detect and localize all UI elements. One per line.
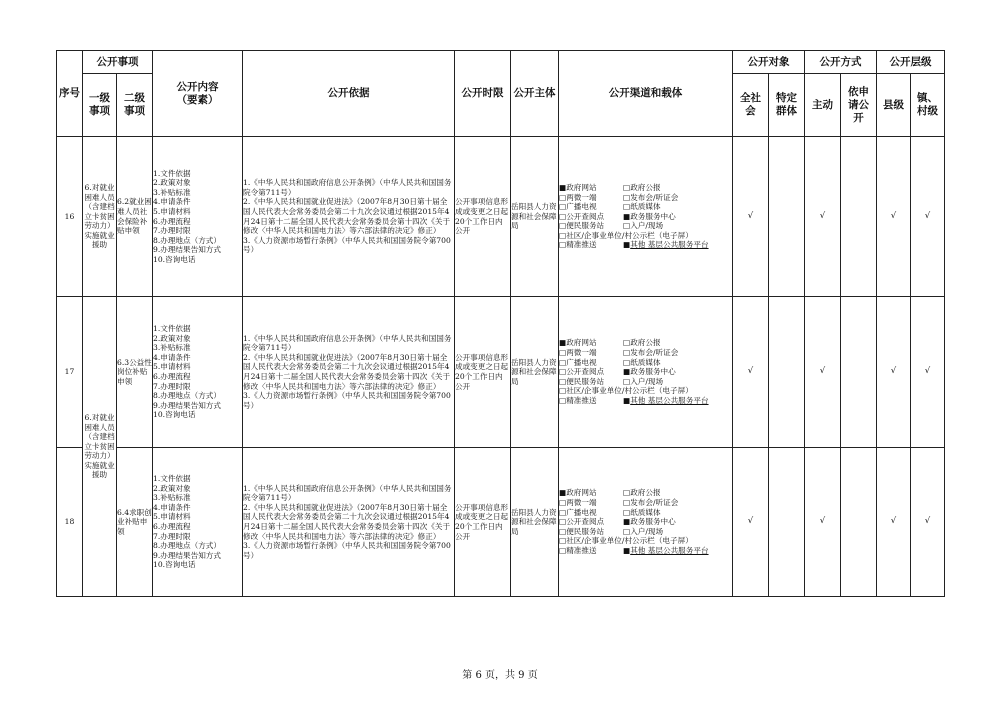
cell-mode-request <box>841 448 877 597</box>
header-items-group: 公开事项 <box>83 51 153 74</box>
unchecked-box-icon: □ <box>623 507 631 517</box>
channel-item <box>559 508 621 518</box>
channel-label: 纸质媒体 <box>630 202 661 212</box>
channel-item <box>559 183 621 193</box>
channel-item <box>559 358 621 368</box>
channel-label: 政府公报 <box>630 488 661 498</box>
channel-item <box>623 508 732 518</box>
channel-item <box>559 221 621 231</box>
channel-label: 精准推送 <box>566 545 597 555</box>
checked-box-icon: ■ <box>559 182 567 192</box>
channel-item <box>559 240 621 250</box>
channel-item <box>623 221 732 231</box>
header-target-group: 公开对象 <box>733 51 805 74</box>
checked-box-icon: ■ <box>623 367 631 377</box>
cell-seq: 17 <box>57 297 83 448</box>
unchecked-box-icon: □ <box>559 367 567 377</box>
channel-item <box>623 498 732 508</box>
channel-label: 纸质媒体 <box>630 507 661 517</box>
channel-item <box>623 202 732 212</box>
header-channels: 公开渠道和载体 <box>559 51 733 137</box>
channel-item <box>559 546 621 556</box>
channel-label: 精准推送 <box>566 395 597 405</box>
channel-item <box>623 193 732 203</box>
channel-item <box>559 536 732 546</box>
cell-content: 1.文件依据 2.政策对象 3.补贴标准 4.申请条件 5.申请材料 6.办理流程 7.办理时限 8.办理地点（方式） 9.办理结果告知方式 10.咨询电话 <box>153 448 243 597</box>
checked-box-icon: ■ <box>623 545 631 555</box>
cell-subject: 岳阳县人力资源和社会保障局 <box>511 137 559 297</box>
page-footer: 第 6 页，共 9 页 <box>462 670 538 681</box>
cell-level1-merged: 6.对就业困难人员（含建档立卡贫困劳动力）实施就业援助 <box>83 297 117 597</box>
channel-item <box>559 193 621 203</box>
channel-item <box>623 527 732 537</box>
header-level2: 二级 事项 <box>117 74 153 137</box>
channel-item <box>559 396 621 406</box>
channel-item <box>559 517 621 527</box>
unchecked-box-icon: □ <box>559 211 567 221</box>
channel-label: 政府网站 <box>566 488 597 498</box>
unchecked-box-icon: □ <box>623 221 631 231</box>
unchecked-box-icon: □ <box>623 488 631 498</box>
channel-item <box>559 367 621 377</box>
cell-content: 1.文件依据 2.政策对象 3.补贴标准 4.申请条件 5.申请材料 6.办理流程 7.办理时限 8.办理地点（方式） 9.办理结果告知方式 10.咨询电话 <box>153 137 243 297</box>
unchecked-box-icon: □ <box>559 545 567 555</box>
cell-mode-active: √ <box>805 137 841 297</box>
header-content: 公开内容 （要素） <box>153 51 243 137</box>
header-mode-request: 依申 请公 开 <box>841 74 877 137</box>
cell-subject: 岳阳县人力资源和社会保障局 <box>511 297 559 448</box>
table-row <box>57 137 945 297</box>
channel-item <box>559 488 621 498</box>
channel-item <box>623 377 732 387</box>
cell-basis: 1.《中华人民共和国政府信息公开条例》（中华人民共和国国务院令第711号） 2.《中华人民共和国就业促进法》（2007年8月30日第十届全国人民代表大会常务委员会第二十九次会议通过根据2015年4月24日第十二届全国人民代表大会常务委员会第十四次《关于修改〈中华人民共和国电力法〉等六部法律的决定》修正） 3.《人力资源市场暂行条例》（中华人民共和国国务院令第700号） <box>243 448 455 597</box>
cell-level1: 6.对就业困难人员（含建档立卡贫困劳动力）实施就业援助 <box>83 137 117 297</box>
cell-channels <box>559 448 733 597</box>
channel-label: 公开查阅点 <box>566 517 605 527</box>
channel-label: 纸质媒体 <box>630 357 661 367</box>
channel-list <box>559 183 732 250</box>
channel-label: 便民服务站 <box>566 376 605 386</box>
unchecked-box-icon: □ <box>559 221 567 231</box>
cell-time-limit: 公开事项信息形成或变更之日起20个工作日内公开 <box>455 448 511 597</box>
channel-item <box>623 546 732 556</box>
channel-label: 政府公报 <box>630 338 661 348</box>
unchecked-box-icon: □ <box>623 192 631 202</box>
cell-target-all: √ <box>733 448 769 597</box>
channel-item <box>559 527 621 537</box>
cell-level2: 6.3公益性岗位补贴申领 <box>117 297 153 448</box>
channel-item <box>559 348 621 358</box>
unchecked-box-icon: □ <box>559 536 567 546</box>
channel-label: 其他 基层公共服务平台 <box>630 395 709 405</box>
header-mode-group: 公开方式 <box>805 51 877 74</box>
channel-item <box>559 377 621 387</box>
unchecked-box-icon: □ <box>559 348 567 358</box>
channel-item <box>559 202 621 212</box>
checked-box-icon: ■ <box>623 240 631 250</box>
cell-time-limit: 公开事项信息形成或变更之日起20个工作日内公开 <box>455 297 511 448</box>
cell-seq: 18 <box>57 448 83 597</box>
unchecked-box-icon: □ <box>559 192 567 202</box>
channel-label: 其他 基层公共服务平台 <box>630 240 709 250</box>
channel-label: 入户/现场 <box>630 526 664 536</box>
cell-subject: 岳阳县人力资源和社会保障局 <box>511 448 559 597</box>
cell-channels <box>559 297 733 448</box>
unchecked-box-icon: □ <box>623 376 631 386</box>
channel-item <box>623 358 732 368</box>
channel-item <box>623 488 732 498</box>
cell-level2: 6.2就业困难人员社会保险补贴申领 <box>117 137 153 297</box>
channel-label: 社区/企事业单位/村公示栏（电子屏） <box>566 230 693 240</box>
unchecked-box-icon: □ <box>559 498 567 508</box>
channel-label: 政府网站 <box>566 338 597 348</box>
table-row <box>57 448 945 597</box>
unchecked-box-icon: □ <box>623 202 631 212</box>
channel-label: 其他 基层公共服务平台 <box>630 545 709 555</box>
channel-label: 两微一端 <box>566 498 597 508</box>
channel-list <box>559 488 732 555</box>
header-level-town: 镇、 村级 <box>911 74 945 137</box>
cell-basis: 1.《中华人民共和国政府信息公开条例》（中华人民共和国国务院令第711号） 2.《中华人民共和国就业促进法》（2007年8月30日第十届全国人民代表大会常务委员会第二十九次会议通过根据2015年4月24日第十二届全国人民代表大会常务委员会第十四次《关于修改〈中华人民共和国电力法〉等六部法律的决定》修正） 3.《人力资源市场暂行条例》（中华人民共和国国务院令第700号） <box>243 297 455 448</box>
channel-item <box>559 498 621 508</box>
unchecked-box-icon: □ <box>559 357 567 367</box>
cell-target-all: √ <box>733 297 769 448</box>
channel-item <box>559 386 732 396</box>
cell-mode-request <box>841 297 877 448</box>
disclosure-table <box>56 50 945 597</box>
channel-label: 政务服务中心 <box>630 367 676 377</box>
header-mode-active: 主动 <box>805 74 841 137</box>
channel-label: 入户/现场 <box>630 221 664 231</box>
channel-label: 政府网站 <box>566 182 597 192</box>
channel-label: 广播电视 <box>566 357 597 367</box>
channel-label: 便民服务站 <box>566 526 605 536</box>
unchecked-box-icon: □ <box>559 240 567 250</box>
channel-label: 社区/企事业单位/村公示栏（电子屏） <box>566 386 693 396</box>
channel-item <box>559 212 621 222</box>
header-basis: 公开依据 <box>243 51 455 137</box>
cell-seq: 16 <box>57 137 83 297</box>
checked-box-icon: ■ <box>623 517 631 527</box>
unchecked-box-icon: □ <box>623 498 631 508</box>
channel-label: 两微一端 <box>566 192 597 202</box>
table-row <box>57 297 945 448</box>
channel-label: 社区/企事业单位/村公示栏（电子屏） <box>566 536 693 546</box>
channel-item <box>623 517 732 527</box>
channel-item <box>559 338 621 348</box>
unchecked-box-icon: □ <box>559 386 567 396</box>
channel-label: 发布会/听证会 <box>630 192 679 202</box>
header-target-all: 全社 会 <box>733 74 769 137</box>
channel-label: 广播电视 <box>566 507 597 517</box>
channel-label: 公开查阅点 <box>566 211 605 221</box>
checked-box-icon: ■ <box>623 395 631 405</box>
channel-item <box>623 338 732 348</box>
channel-label: 政府公报 <box>630 182 661 192</box>
channel-item <box>623 396 732 406</box>
channel-item <box>623 212 732 222</box>
cell-level2: 6.4求职创业补贴申领 <box>117 448 153 597</box>
cell-level-county: √ <box>877 297 911 448</box>
header-level-county: 县级 <box>877 74 911 137</box>
header-level1: 一级 事项 <box>83 74 117 137</box>
cell-target-all: √ <box>733 137 769 297</box>
channel-label: 政务服务中心 <box>630 517 676 527</box>
cell-basis: 1.《中华人民共和国政府信息公开条例》（中华人民共和国国务院令第711号） 2.《中华人民共和国就业促进法》（2007年8月30日第十届全国人民代表大会常务委员会第二十九次会议通过根据2015年4月24日第十二届全国人民代表大会常务委员会第十四次《关于修改〈中华人民共和国电力法〉等六部法律的决定》修正） 3.《人力资源市场暂行条例》（中华人民共和国国务院令第700号） <box>243 137 455 297</box>
unchecked-box-icon: □ <box>623 338 631 348</box>
channel-label: 公开查阅点 <box>566 367 605 377</box>
unchecked-box-icon: □ <box>559 395 567 405</box>
channel-label: 两微一端 <box>566 348 597 358</box>
channel-item <box>623 367 732 377</box>
cell-mode-active: √ <box>805 448 841 597</box>
cell-level-town: √ <box>911 297 945 448</box>
cell-level-town: √ <box>911 448 945 597</box>
header-subject: 公开主体 <box>511 51 559 137</box>
channel-item <box>623 240 732 250</box>
cell-target-specific <box>769 448 805 597</box>
channel-list <box>559 338 732 405</box>
header-seq: 序号 <box>57 51 83 137</box>
unchecked-box-icon: □ <box>559 202 567 212</box>
header-target-specific: 特定 群体 <box>769 74 805 137</box>
channel-label: 发布会/听证会 <box>630 498 679 508</box>
channel-label: 发布会/听证会 <box>630 348 679 358</box>
channel-label: 广播电视 <box>566 202 597 212</box>
unchecked-box-icon: □ <box>559 526 567 536</box>
channel-label: 入户/现场 <box>630 376 664 386</box>
cell-target-specific <box>769 297 805 448</box>
cell-target-specific <box>769 137 805 297</box>
unchecked-box-icon: □ <box>559 230 567 240</box>
cell-mode-request <box>841 137 877 297</box>
unchecked-box-icon: □ <box>559 517 567 527</box>
channel-item <box>623 348 732 358</box>
cell-mode-active: √ <box>805 297 841 448</box>
unchecked-box-icon: □ <box>623 526 631 536</box>
header-time-limit: 公开时限 <box>455 51 511 137</box>
cell-channels <box>559 137 733 297</box>
unchecked-box-icon: □ <box>559 507 567 517</box>
unchecked-box-icon: □ <box>623 357 631 367</box>
checked-box-icon: ■ <box>559 488 567 498</box>
header-level-group: 公开层级 <box>877 51 945 74</box>
checked-box-icon: ■ <box>559 338 567 348</box>
channel-label: 政务服务中心 <box>630 211 676 221</box>
cell-level-county: √ <box>877 137 911 297</box>
cell-content: 1.文件依据 2.政策对象 3.补贴标准 4.申请条件 5.申请材料 6.办理流程 7.办理时限 8.办理地点（方式） 9.办理结果告知方式 10.咨询电话 <box>153 297 243 448</box>
cell-time-limit: 公开事项信息形成或变更之日起20个工作日内公开 <box>455 137 511 297</box>
channel-item <box>623 183 732 193</box>
checked-box-icon: ■ <box>623 211 631 221</box>
cell-level-county: √ <box>877 448 911 597</box>
channel-label: 便民服务站 <box>566 221 605 231</box>
channel-label: 精准推送 <box>566 240 597 250</box>
cell-level-town: √ <box>911 137 945 297</box>
unchecked-box-icon: □ <box>559 376 567 386</box>
unchecked-box-icon: □ <box>623 182 631 192</box>
unchecked-box-icon: □ <box>623 348 631 358</box>
